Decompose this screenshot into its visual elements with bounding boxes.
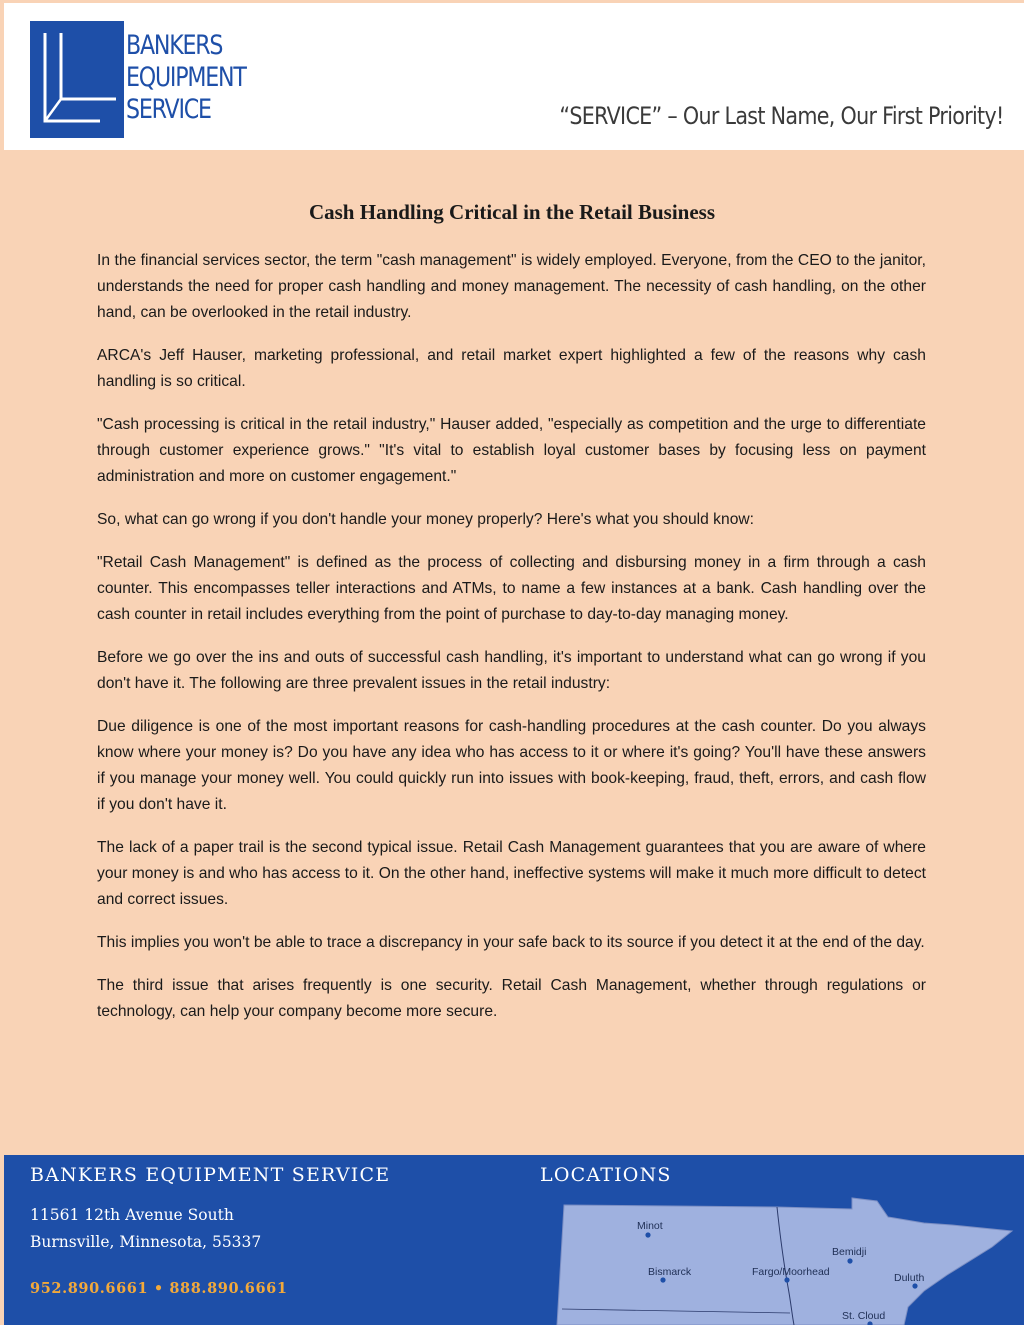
locations-heading: LOCATIONS [540, 1164, 672, 1186]
tagline: “SERVICE” – Our Last Name, Our First Priority! [559, 102, 1004, 130]
article-body [97, 248, 926, 1042]
article-paragraph-6: Before we go over the ins and outs of successful cash handling, it's important to understand what can go wrong if you don't have it. The following are three prevalent issues in the retail industry: [97, 649, 926, 692]
article-paragraph-3: "Cash processing is critical in the retail industry," Hauser added, "especially as competition and the urge to differentiate through customer experience grows." "It's vital to establish loyal customer bases by focusing less on payment administration and more on customer engagement." [97, 416, 926, 485]
page-footer [4, 1155, 1024, 1325]
footer-address [30, 1202, 261, 1256]
city-dot-duluth [912, 1283, 917, 1288]
city-label-fargo-moorhead: Fargo/Moorhead [752, 1266, 830, 1278]
map-land [557, 1198, 1012, 1325]
logo-line-2: EQUIPMENT [126, 62, 246, 93]
logo-line-3: SERVICE [126, 94, 211, 125]
address-line-2: Burnsville, Minnesota, 55337 [30, 1233, 262, 1251]
city-dot-fargo-moorhead [784, 1277, 789, 1282]
locations-map [552, 1195, 1022, 1325]
city-label-bismarck: Bismarck [648, 1266, 692, 1278]
footer-phone-numbers: 952.890.6661 • 888.890.6661 [30, 1280, 288, 1297]
article-paragraph-7: Due diligence is one of the most important reasons for cash-handling procedures at the cash counter. Do you always know where your money is? Do you have any idea who has access to it or where it's going? You'll have these answers if you manage your money well. You could quickly run into issues with book-keeping, fraud, theft, errors, and cash flow if you don't have it. [97, 718, 926, 813]
city-label-bemidji: Bemidji [832, 1246, 867, 1258]
address-line-1: 11561 12th Avenue South [30, 1206, 234, 1224]
city-label-minot: Minot [637, 1220, 663, 1232]
company-logo-icon [30, 21, 124, 138]
city-label-duluth: Duluth [894, 1272, 925, 1284]
city-label-st-cloud: St. Cloud [842, 1310, 886, 1322]
city-dot-minot [645, 1232, 650, 1237]
logo-line-1: BANKERS [126, 30, 223, 61]
city-dot-bismarck [660, 1277, 665, 1282]
article-paragraph-10: The third issue that arises frequently is one security. Retail Cash Management, whether through regulations or technology, can help your company become more secure. [97, 977, 926, 1020]
company-logo-text [126, 30, 246, 126]
article-paragraph-9: This implies you won't be able to trace a discrepancy in your safe back to its source if you detect it at the end of the day. [97, 934, 925, 951]
article-paragraph-4: So, what can go wrong if you don't handle your money properly? Here's what you should know: [97, 511, 755, 528]
page-header [4, 3, 1024, 150]
article-paragraph-5: "Retail Cash Management" is defined as the process of collecting and disbursing money in a firm through a cash counter. This encompasses teller interactions and ATMs, to name a few instances at a bank. Cash handling over the cash counter in retail includes everything from the point of purchase to day-to-day managing money. [97, 554, 926, 623]
article-paragraph-1: In the financial services sector, the term "cash management" is widely employed. Everyone, from the CEO to the janitor, understands the need for proper cash handling and money management. The necessity of cash handling, on the other hand, can be overlooked in the retail industry. [97, 252, 926, 321]
footer-company-name: BANKERS EQUIPMENT SERVICE [30, 1164, 391, 1186]
article-paragraph-8: The lack of a paper trail is the second typical issue. Retail Cash Management guarantees that you are aware of where your money is and who has access to it. On the other hand, ineffective systems will make it much more difficult to detect and correct issues. [97, 839, 926, 908]
article-title: Cash Handling Critical in the Retail Business [308, 200, 716, 224]
city-dot-bemidji [847, 1258, 852, 1263]
article-paragraph-2: ARCA's Jeff Hauser, marketing professional, and retail market expert highlighted a few of the reasons why cash handling is so critical. [97, 347, 926, 390]
